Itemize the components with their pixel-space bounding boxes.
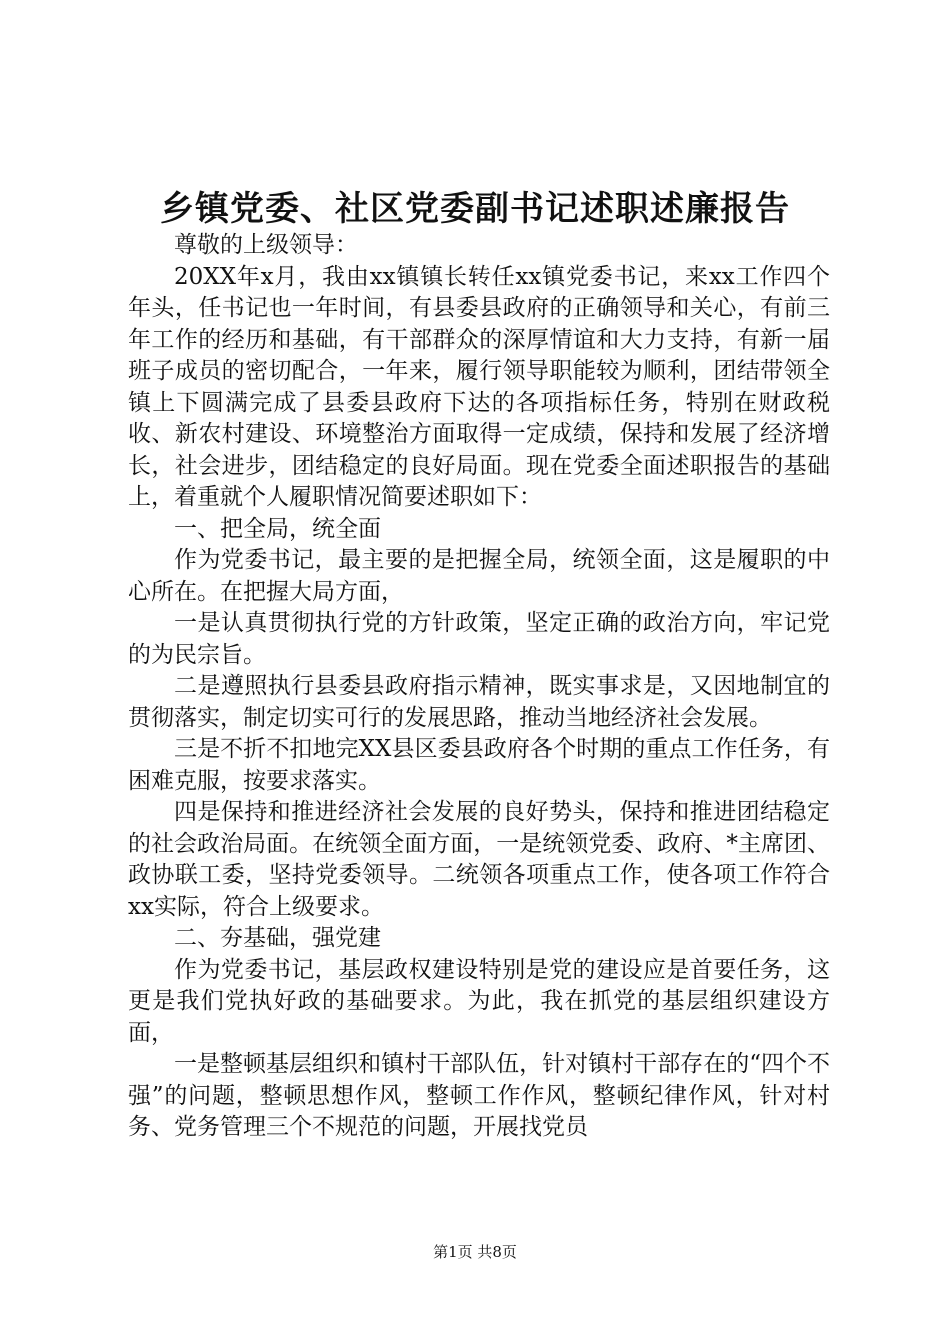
paragraph: 二是遵照执行县委县政府指示精神，既实事求是，又因地制宜的贯彻落实，制定切实可行的发展思路，推动当地经济社会发展。: [128, 673, 830, 731]
section-heading-2: 二、夯基础，强党建: [174, 925, 381, 951]
paragraph: 一是整顿基层组织和镇村干部队伍，针对镇村干部存在的“四个不强”的问题，整顿思想作风，整顿工作作风，整顿纪律作风，针对村务、党务管理三个不规范的问题，开展找党员: [128, 1051, 830, 1140]
document-title: 乡镇党委、社区党委副书记述职述廉报告: [160, 189, 790, 229]
paragraph: 作为党委书记，最主要的是把握全局，统领全面，这是履职的中心所在。在把握大局方面，: [128, 547, 830, 605]
page-number-footer: 第1页 共8页: [433, 1243, 517, 1261]
paragraph: 四是保持和推进经济社会发展的良好势头，保持和推进团结稳定的社会政治局面。在统领全面方面，一是统领党委、政府、*主席团、政协联工委，坚持党委领导。二统领各项重点工作，使各项工作符合xx实际，符合上级要求。: [128, 799, 830, 920]
paragraph: 一是认真贯彻执行党的方针政策，坚定正确的政治方向，牢记党的为民宗旨。: [128, 610, 830, 668]
paragraph: 作为党委书记，基层政权建设特别是党的建设应是首要任务，这更是我们党执好政的基础要求。为此，我在抓党的基层组织建设方面，: [128, 956, 830, 1046]
section-heading-1: 一、把全局，统全面: [174, 515, 381, 542]
document-body: [128, 230, 830, 1144]
paragraph: 三是不折不扣地完XX县区委县政府各个时期的重点工作任务，有困难克服，按要求落实。: [128, 736, 830, 794]
paragraph-intro: 20XX年x月，我由xx镇镇长转任xx镇党委书记，来xx工作四个年头，任书记也一年时间，有县委县政府的正确领导和关心，有前三年工作的经历和基础，有干部群众的深厚情谊和大力支持，有新一届班子成员的密切配合，一年来，履行领导职能较为顺利，团结带领全镇上下圆满完成了县委县政府下达的各项指标任务，特别在财政税收、新农村建设、环境整治方面取得一定成绩，保持和发展了经济增长，社会进步，团结稳定的良好局面。现在党委全面述职报告的基础上，着重就个人履职情况简要述职如下：: [128, 263, 830, 510]
salutation: 尊敬的上级领导：: [174, 232, 358, 258]
